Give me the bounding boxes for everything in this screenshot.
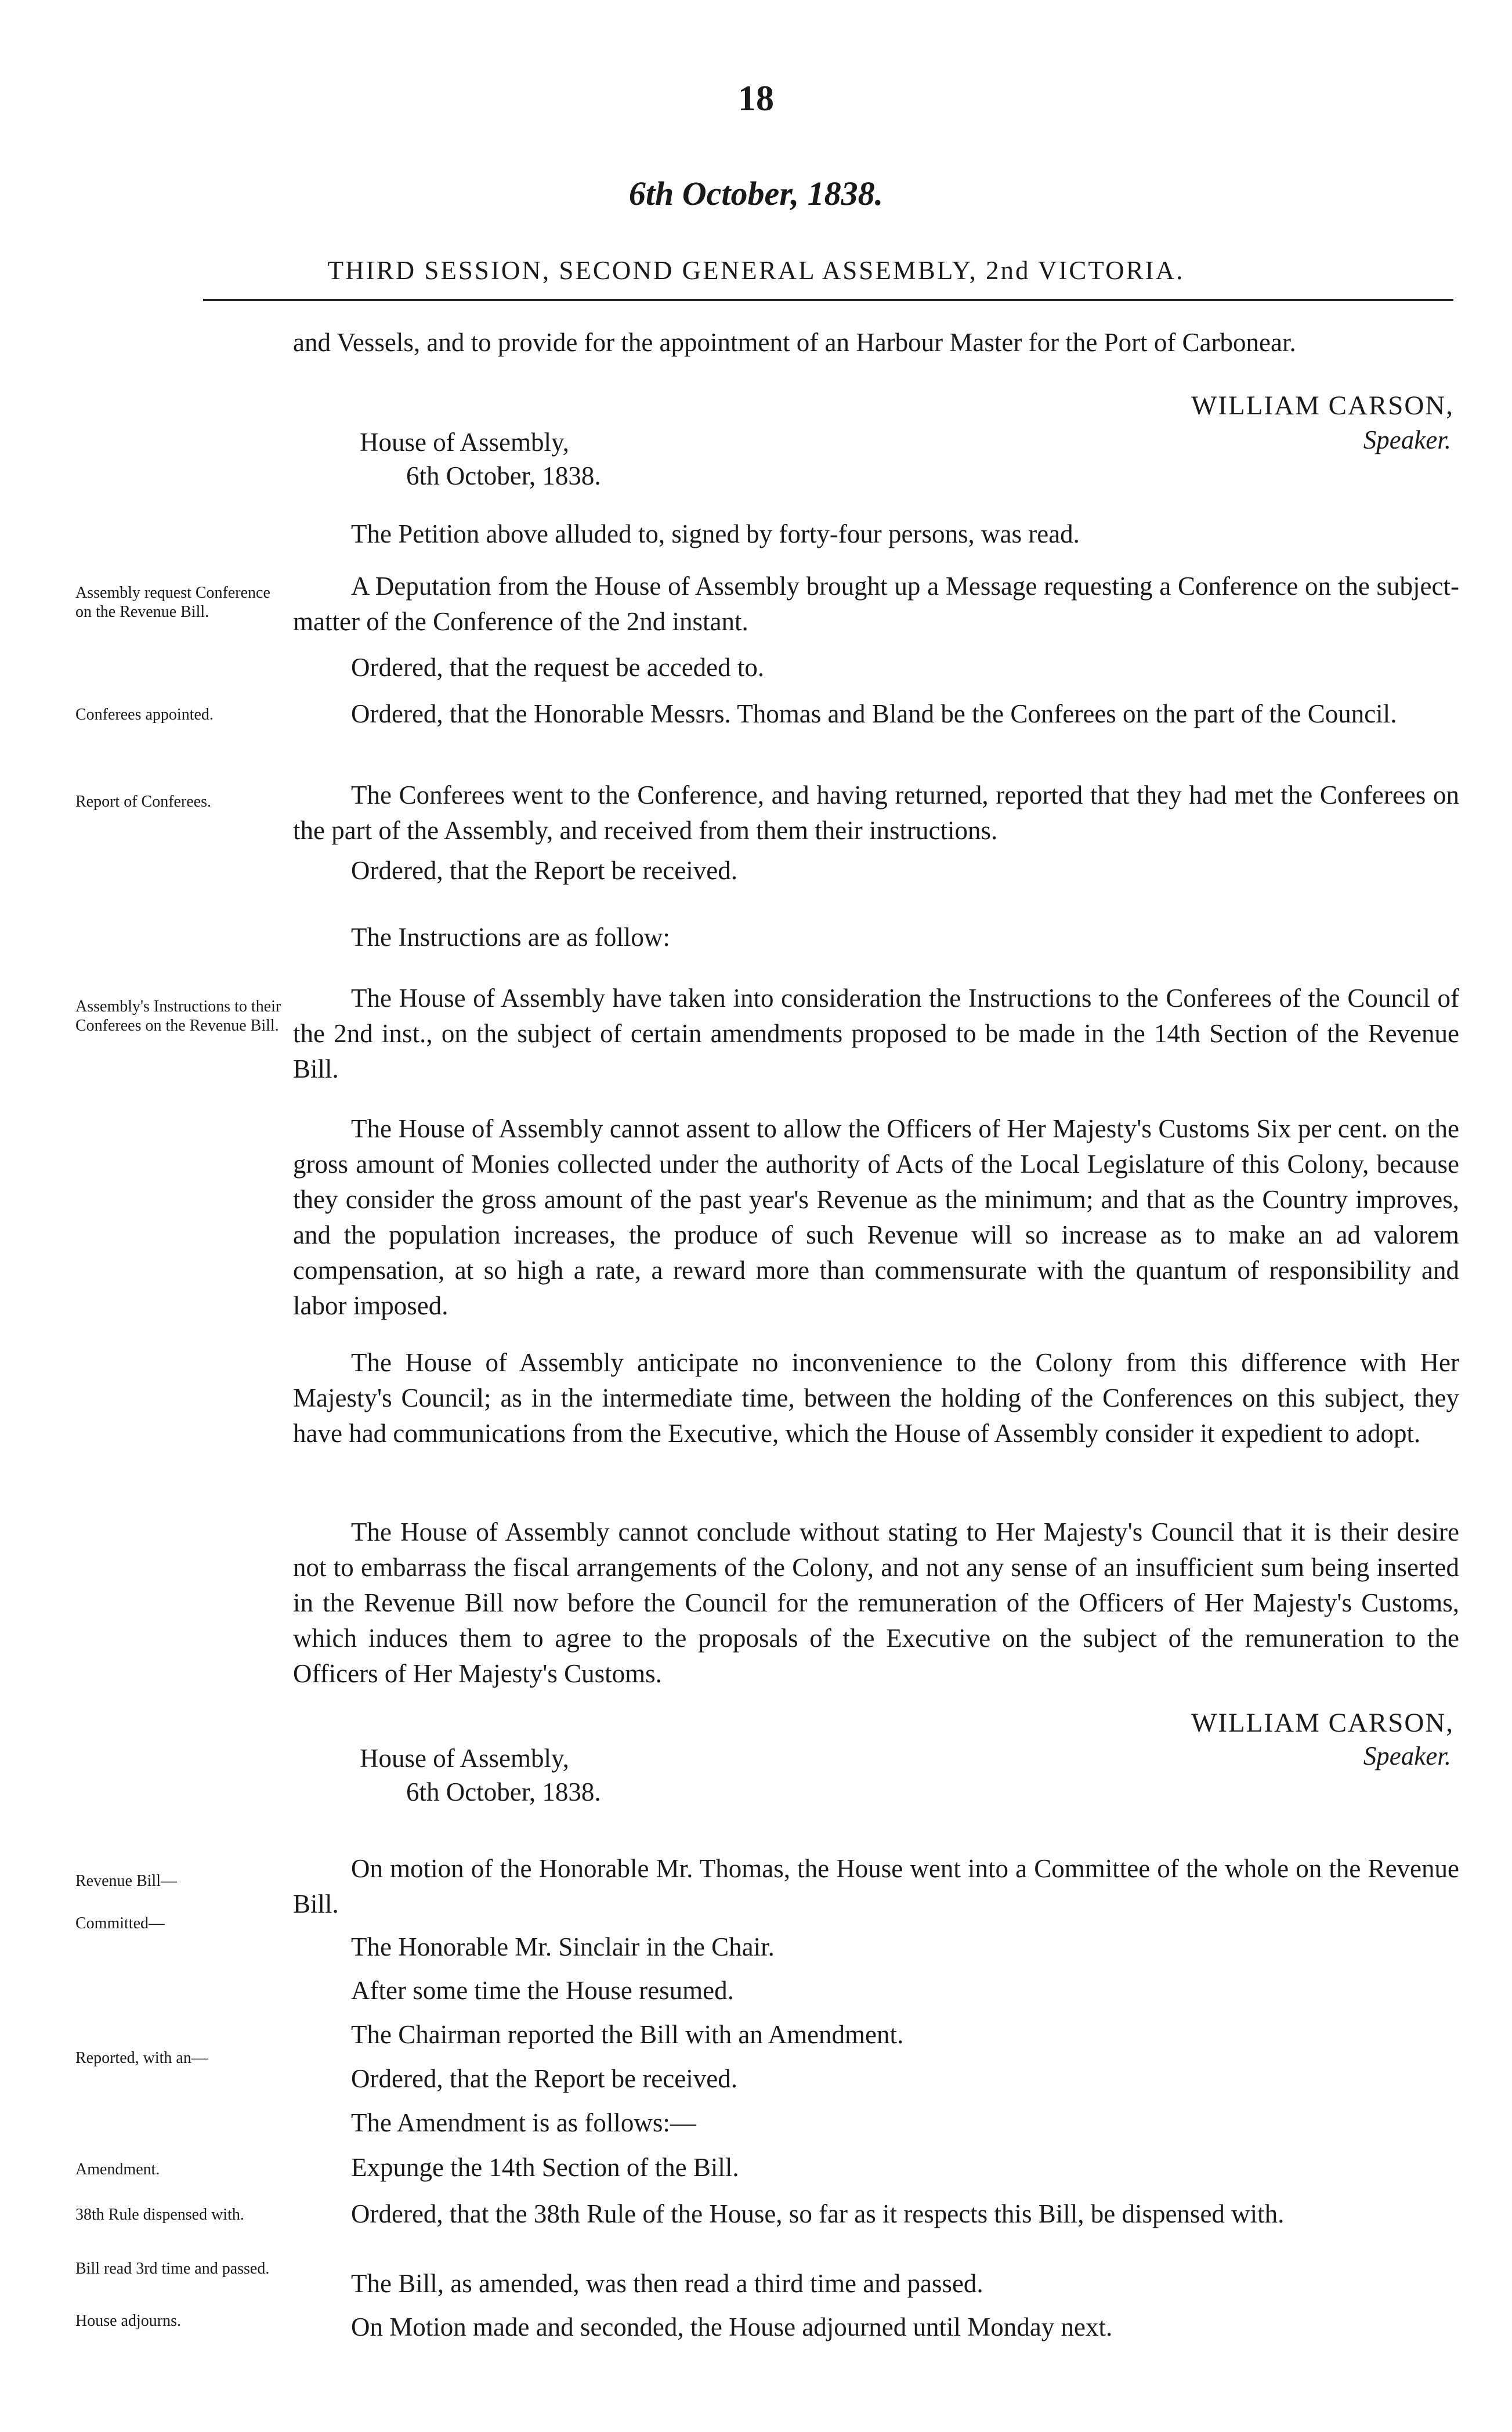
page-number: 18 bbox=[738, 79, 774, 118]
header-rule bbox=[203, 299, 1453, 301]
margin-note: Revenue Bill— bbox=[75, 1872, 177, 1890]
signature-title: Speaker. bbox=[1363, 425, 1451, 454]
signature-date: 6th October, 1838. bbox=[406, 461, 601, 490]
instructions-intro: The Instructions are as follow: bbox=[351, 923, 670, 952]
ordered-acceded-text: Ordered, that the request be acceded to. bbox=[351, 653, 765, 682]
continuation-text: and Vessels, and to provide for the appointment of an Harbour Master for the Port of Carbonear. bbox=[293, 328, 1296, 357]
signature-place: House of Assembly, bbox=[360, 428, 569, 457]
signature-place: House of Assembly, bbox=[360, 1744, 569, 1773]
instructions-paragraph-1: The House of Assembly have taken into consideration the Instructions to the Conferees of the Council of the 2nd inst., on the subject of certain amendments proposed to be made in the 14th Section of the Revenue Bill. bbox=[293, 984, 1459, 1083]
ordered-report-text: Ordered, that the Report be received. bbox=[351, 856, 737, 885]
amendment-text: Expunge the 14th Section of the Bill. bbox=[351, 2153, 739, 2182]
ordered-conferees-text: Ordered, that the Honorable Messrs. Thomas and Bland be the Conferees on the part of the Council. bbox=[351, 699, 1397, 728]
instructions-paragraph-2: The House of Assembly cannot assent to allow the Officers of Her Majesty's Customs Six per cent. on the gross amount of Monies collected under the authority of Acts of the Local Legislature of this Colony, because they consider the gross amount of the past year's Revenue as the minimum; and that as the Country improves, and the population increases, the produce of such Revenue will so increase as to make an ad valorem compensation, at so high a rate, a reward more than commensurate with the quantum of responsibility and labor imposed. bbox=[293, 1114, 1459, 1320]
committee-chair: The Honorable Mr. Sinclair in the Chair. bbox=[351, 1932, 775, 1961]
amendment-intro: The Amendment is as follows:— bbox=[351, 2108, 696, 2137]
committee-resumed: After some time the House resumed. bbox=[351, 1976, 734, 2005]
margin-note: Amendment. bbox=[75, 2160, 160, 2178]
page-date: 6th October, 1838. bbox=[628, 175, 884, 212]
margin-note: Conferees appointed. bbox=[75, 706, 214, 724]
margin-note: Reported, with an— bbox=[75, 2049, 208, 2067]
signature-title: Speaker. bbox=[1363, 1741, 1451, 1770]
conferees-report-text: The Conferees went to the Conference, and having returned, reported that they had met the Conferees on the part of the Assembly, and received from them their instructions. bbox=[293, 780, 1459, 845]
margin-note: Assembly request Conference on the Revenue Bill. bbox=[75, 584, 270, 621]
petition-text: The Petition above alluded to, signed by forty-four persons, was read. bbox=[351, 519, 1080, 548]
committee-ordered: Ordered, that the Report be received. bbox=[351, 2064, 737, 2093]
adjourn-text: On Motion made and seconded, the House adjourned until Monday next. bbox=[351, 2312, 1113, 2341]
committee-motion: On motion of the Honorable Mr. Thomas, the House went into a Committee of the whole on the Revenue Bill. bbox=[293, 1854, 1459, 1918]
margin-note: Assembly's Instructions to their Conferees on the Revenue Bill. bbox=[75, 998, 281, 1035]
session-heading: THIRD SESSION, SECOND GENERAL ASSEMBLY, 2nd VICTORIA. bbox=[327, 256, 1185, 285]
signature-name: WILLIAM CARSON, bbox=[1191, 391, 1454, 421]
committee-reported: The Chairman reported the Bill with an Amendment. bbox=[351, 2020, 904, 2049]
deputation-text: A Deputation from the House of Assembly brought up a Message requesting a Conference on the subject-matter of the Conference of the 2nd instant. bbox=[293, 572, 1459, 636]
margin-note: 38th Rule dispensed with. bbox=[75, 2206, 244, 2224]
signature-name: WILLIAM CARSON, bbox=[1191, 1708, 1454, 1738]
rule-dispensed-text: Ordered, that the 38th Rule of the House, so far as it respects this Bill, be dispensed with. bbox=[351, 2199, 1285, 2228]
margin-note: House adjourns. bbox=[75, 2312, 181, 2330]
signature-date: 6th October, 1838. bbox=[406, 1777, 601, 1806]
margin-note: Bill read 3rd time and passed. bbox=[75, 2260, 270, 2278]
third-reading-text: The Bill, as amended, was then read a third time and passed. bbox=[351, 2269, 983, 2298]
margin-note: Committed— bbox=[75, 1914, 165, 1932]
margin-note: Report of Conferees. bbox=[75, 793, 212, 811]
instructions-paragraph-4: The House of Assembly cannot conclude without stating to Her Majesty's Council that it is their desire not to embarrass the fiscal arrangements of the Colony, and not any sense of an insufficient sum being inserted in the Revenue Bill now before the Council for the remuneration of the Officers of Her Majesty's Customs, which induces them to agree to the proposals of the Executive on the subject of the remuneration to the Officers of Her Majesty's Customs. bbox=[293, 1517, 1459, 1688]
instructions-paragraph-3: The House of Assembly anticipate no inconvenience to the Colony from this difference with Her Majesty's Council; as in the intermediate time, between the holding of the Conferences on this subject, they have had communications from the Executive, which the House of Assembly consider it expedient to adopt. bbox=[293, 1348, 1459, 1448]
